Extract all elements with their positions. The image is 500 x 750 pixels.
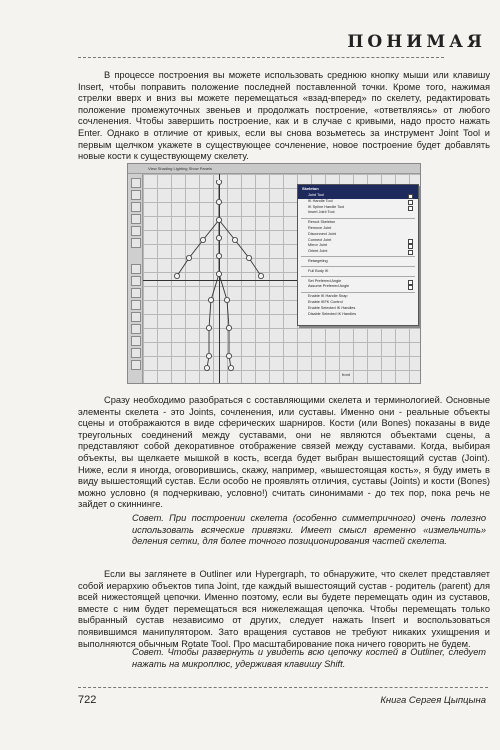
skeleton-menu-item-label: Enable Selected IK Handles <box>308 305 356 310</box>
layout-extra-icon <box>131 360 141 370</box>
layout-two-icon <box>131 288 141 298</box>
skeleton-menu-item-label: IK Handle Tool <box>308 198 333 203</box>
viewport-camera-label: front <box>341 372 350 377</box>
viewport-menubar: View Shading Lighting Show Panels <box>128 164 420 174</box>
skeleton-menu-item-label: Reroot Skeleton <box>308 220 336 225</box>
paragraph-skeleton-terminology: Сразу необходимо разобраться с составляющими скелета и терминологией. Основные элементы скелета - это Joints, сочленения, или суставы. Именно они - реальные объекты сцены и отображаются в виде сферических шарниров. Кости (или Bones) показаны в виде треугольных соединений между суставами, они не являются объектами сцены, а представляют собой декоративное отображение связей между суставами. Когда, выбирая объекты, вы щелкаете мышкой в кость, всегда будет выбран вышестоящий сустав (Joint). Ниже, если я иногда, оговорившись, скажу, например, «вышестоящая кость», я буду иметь в виду вышестоящий сустав. Если особо не проявлять отличия, суставы (Joints) и кости (Bones) можно условно (я подчеркиваю, условно!) считать синонимами - до тех пор, пока речь не зайдет о скиннинге. <box>78 395 490 510</box>
layout-four-icon <box>131 276 141 286</box>
page-number: 722 <box>78 694 97 706</box>
layout-hypergraph-icon <box>131 336 141 346</box>
menu-separator <box>301 276 415 277</box>
manipulator-tool-icon <box>131 238 141 248</box>
skeleton-menu-item-label: Disconnect Joint <box>308 231 336 236</box>
skeleton-menu-item-label: Orient Joint <box>308 249 328 254</box>
option-box-icon <box>408 250 413 255</box>
tip-grid-snapping: Совет. При построении скелета (особенно симметричного) очень полезно использовать всяческие привязки. Имеет смысл временно «измельчить» деления сетки, для более точного позиционирования частей скелета. <box>132 513 486 547</box>
skeleton-menu-item-label: Joint Tool <box>308 193 324 197</box>
layout-graph-icon <box>131 312 141 322</box>
tip-outliner-expand: Совет. Чтобы развернуть и увидеть всю цепочку костей в Outliner, следует нажать на микроплюс, удерживая клавишу Shift. <box>132 647 486 669</box>
skeleton-menu-item <box>298 259 418 265</box>
skeleton-menu-item-label: Enable IKFK Control <box>308 299 343 304</box>
skeleton-menu-item-label: Enable IK Handle Snap <box>308 294 348 299</box>
header-divider <box>78 57 444 58</box>
lasso-tool-icon <box>131 190 141 200</box>
skeleton-menu <box>297 184 419 326</box>
layout-persp-icon <box>131 324 141 334</box>
skeleton-menu-item <box>298 210 418 216</box>
layout-custom-icon <box>131 348 141 358</box>
menu-separator <box>301 292 415 293</box>
layout-single-icon <box>131 264 141 274</box>
paragraph-joint-hierarchy: Если вы заглянете в Outliner или Hypergraph, то обнаружите, что скелет представляет собой иерархию объектов типа Joint, где каждый вышестоящий сустав - родитель (parent) для всей нижестоящей цепочки. Именно поэтому, если вы будете перемещать один из суставов, вместе с ним будет перемещаться вся нижележащая цепочка. Чтобы перемещать только выбранный сустав независимо от других, следует нажать Insert и воспользоваться появившимся манипулятором. Зато вращения суставов не требуют никаких ухищрения и выполняются обычным Rotate Tool. Про масштабирование пока ничего говорить не будем. <box>78 569 490 649</box>
skeleton-menu-item-label: Connect Joint <box>308 237 332 242</box>
option-box-icon <box>408 285 413 290</box>
menu-separator <box>301 218 415 219</box>
menu-separator <box>301 256 415 257</box>
scale-tool-icon <box>131 226 141 236</box>
layout-outliner-icon <box>131 300 141 310</box>
skeleton-menu-item-label: Insert Joint Tool <box>308 210 335 215</box>
skeleton-menu-item <box>298 249 418 255</box>
footer-divider <box>78 687 488 688</box>
tool-box <box>128 174 143 383</box>
skeleton-menu-item <box>298 269 418 275</box>
skeleton-drawing <box>163 180 283 380</box>
skeleton-menu-item-label: Disable Selected IK Handles <box>308 311 357 316</box>
maya-screenshot-figure <box>127 163 421 384</box>
skeleton-menu-item <box>298 284 418 290</box>
skeleton-menu-item-label: Assume Preferred Angle <box>308 284 350 289</box>
paragraph-joint-tool-editing: В процессе построения вы можете использовать среднюю кнопку мыши или клавишу Insert, чтобы поправить положение последней поставленной точки. Кроме того, нажимая стрелки вверх и вниз вы можете перемещаться «взад-вперед» по скелету, редактировать положение промежуточных звеньев и продолжать построение, «ответвляясь» от любого сочленения. Чтобы завершить построение, как и в случае с кривыми, надо просто нажать Enter. Однако в отличие от кривых, если вы снова возьметесь за инструмент Joint Tool и первым щелчком укажете в существующее сочленение, новое построение будет добавлять новые кости к существующему скелету. <box>78 70 490 162</box>
skeleton-menu-item-label: Mirror Joint <box>308 243 327 248</box>
book-credit: Книга Сергея Цыпцына <box>380 695 486 706</box>
select-tool-icon <box>131 178 141 188</box>
move-tool-icon <box>131 202 141 212</box>
skeleton-menu-item-label: Retargeting <box>308 258 328 263</box>
header-title: ПОНИМАЯ <box>347 32 486 52</box>
menu-separator <box>301 266 415 267</box>
skeleton-menu-item-label: Remove Joint <box>308 225 332 230</box>
skeleton-menu-item-label: Set Preferred Angle <box>308 278 342 283</box>
skeleton-menu-item <box>298 312 418 318</box>
rotate-tool-icon <box>131 214 141 224</box>
skeleton-menu-title: Skeleton <box>298 185 418 193</box>
skeleton-menu-item-label: IK Spline Handle Tool <box>308 204 345 209</box>
skeleton-menu-item-label: Full Body IK <box>308 268 329 273</box>
